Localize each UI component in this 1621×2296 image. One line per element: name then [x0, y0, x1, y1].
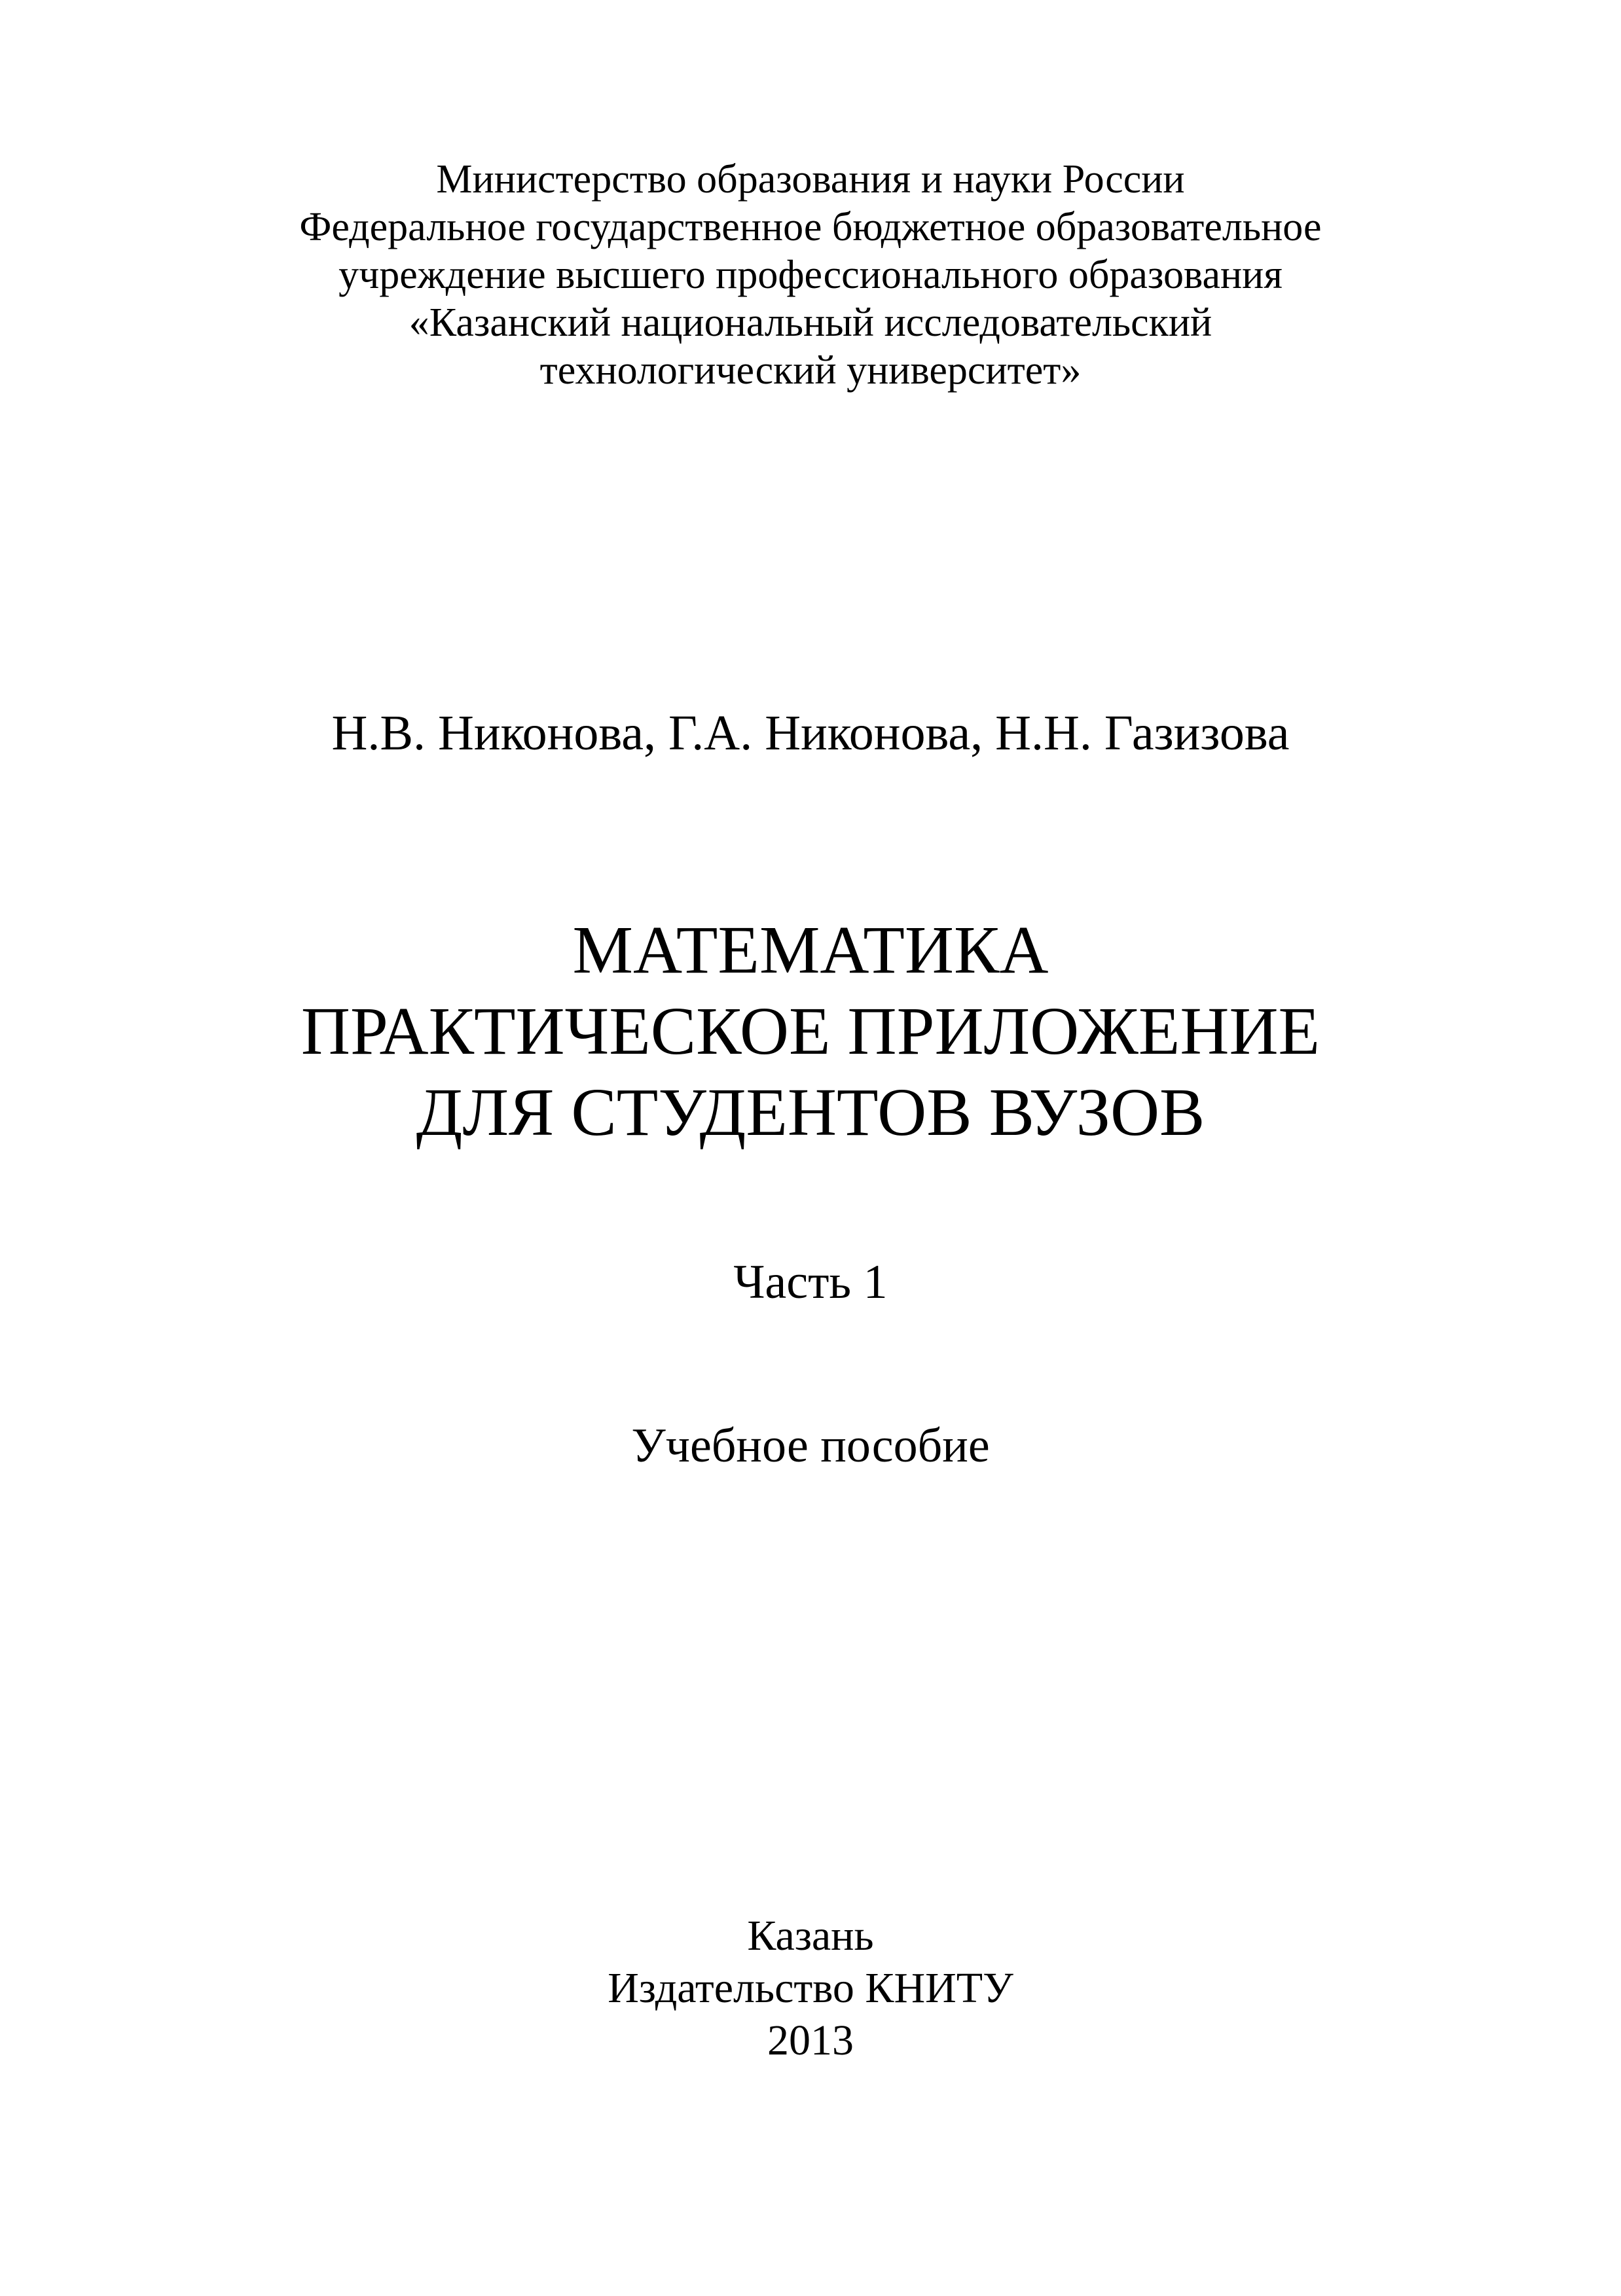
institution-line-2: Федеральное государственное бюджетное образовательное	[299, 205, 1322, 249]
document-type: Учебное пособие	[631, 1419, 990, 1473]
imprint-publisher: Издательство КНИТУ	[608, 1964, 1013, 2012]
title-line-2: ПРАКТИЧЕСКОЕ ПРИЛОЖЕНИЕ	[301, 994, 1320, 1069]
imprint-year: 2013	[767, 2017, 854, 2064]
university-name-line-1: «Казанский национальный исследовательский	[409, 300, 1212, 345]
imprint	[0, 1910, 1621, 2067]
institution-line-3: учреждение высшего профессионального образования	[338, 253, 1283, 297]
book-title	[0, 910, 1621, 1153]
institution-header	[0, 156, 1621, 395]
title-line-1: МАТЕМАТИКА	[572, 912, 1049, 988]
university-name-line-2: технологический университет»	[539, 348, 1082, 393]
imprint-city: Казань	[747, 1912, 874, 1960]
authors: Н.В. Никонова, Г.А. Никонова, Н.Н. Газизова	[331, 706, 1290, 761]
ministry-line: Министерство образования и науки России	[436, 157, 1185, 202]
part-number: Часть 1	[733, 1255, 888, 1309]
title-line-3: ДЛЯ СТУДЕНТОВ ВУЗОВ	[416, 1075, 1205, 1150]
